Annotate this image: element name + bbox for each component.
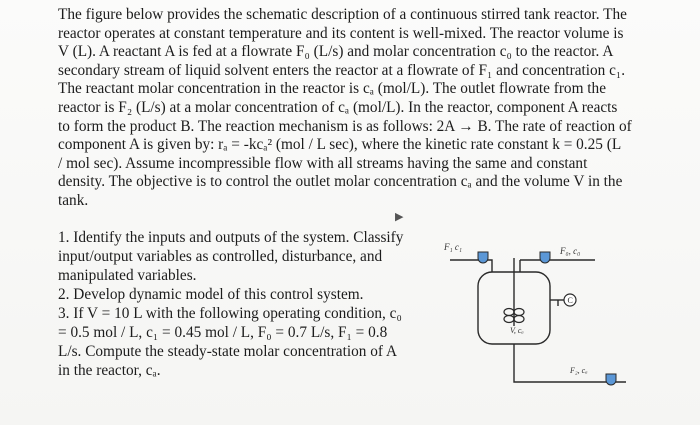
- intro-line: / mol sec). Assume incompressible flow with all streams having the same and constant: [58, 154, 588, 172]
- question-line: input/output variables as controlled, disturbance, and: [58, 248, 383, 265]
- intro-line: tank.: [58, 191, 89, 209]
- question-list: [58, 228, 428, 380]
- intro-line: component A is given by: rₐ = -kcₐ² (mol / L sec), where the kinetic rate constant k = 0.25 (L: [58, 136, 622, 154]
- intro-line: to form the product B. The reaction mechanism is as follows: 2A → B. The rate of reaction of: [58, 117, 632, 135]
- feed1-valve-icon: [478, 252, 488, 263]
- intro-line: density. The objective is to control the outlet molar concentration cₐ and the volume V in the: [58, 173, 623, 191]
- intro-line: The reactant molar concentration in the reactor is cₐ (mol/L). The outlet flowrate from the: [58, 80, 606, 98]
- question-line: = 0.5 mol / L, c₁ = 0.45 mol / L, F₀ = 0.7 L/s, F₁ = 0.8: [58, 324, 388, 341]
- tank-label: V, cₐ: [510, 326, 524, 335]
- feed0-label: F₀, c₀: [560, 246, 581, 256]
- question-line: in the reactor, cₐ.: [58, 362, 161, 379]
- question-line: 3. If V = 10 L with the following operating condition, c₀: [58, 305, 402, 322]
- intro-line: The figure below provides the schematic description of a continuous stirred tank reactor. The: [58, 6, 627, 23]
- question-line: manipulated variables.: [58, 267, 197, 284]
- controller-label: C: [567, 296, 573, 305]
- intro-line: reactor operates at constant temperature and its content is well-mixed. The reactor volume is: [58, 24, 624, 42]
- outlet-valve-icon: [606, 374, 616, 385]
- question-line: 1. Identify the inputs and outputs of the system. Classify: [58, 229, 404, 246]
- question-line: 2. Develop dynamic model of this control system.: [58, 286, 364, 303]
- cstr-schematic: [430, 230, 690, 420]
- intro-line: V (L). A reactant A is fed at a flowrate F₀ (L/s) and molar concentration c₀ to the reactor. A: [58, 43, 614, 61]
- question-line: L/s. Compute the steady-state molar concentration of A: [58, 343, 397, 360]
- problem-statement: [58, 6, 658, 211]
- mouse-cursor-icon: ▶: [395, 210, 404, 223]
- intro-line: reactor is F₂ (L/s) at a molar concentration of cₐ (mol/L). In the reactor, component A reacts: [58, 98, 618, 116]
- intro-line: secondary stream of liquid solvent enters the reactor at a flowrate of F₁ and concentration c₁.: [58, 61, 626, 79]
- feed0-valve-icon: [540, 252, 550, 263]
- feed1-label: F₁ c₁: [444, 242, 462, 252]
- outlet-label: F₂, cₐ: [570, 366, 588, 375]
